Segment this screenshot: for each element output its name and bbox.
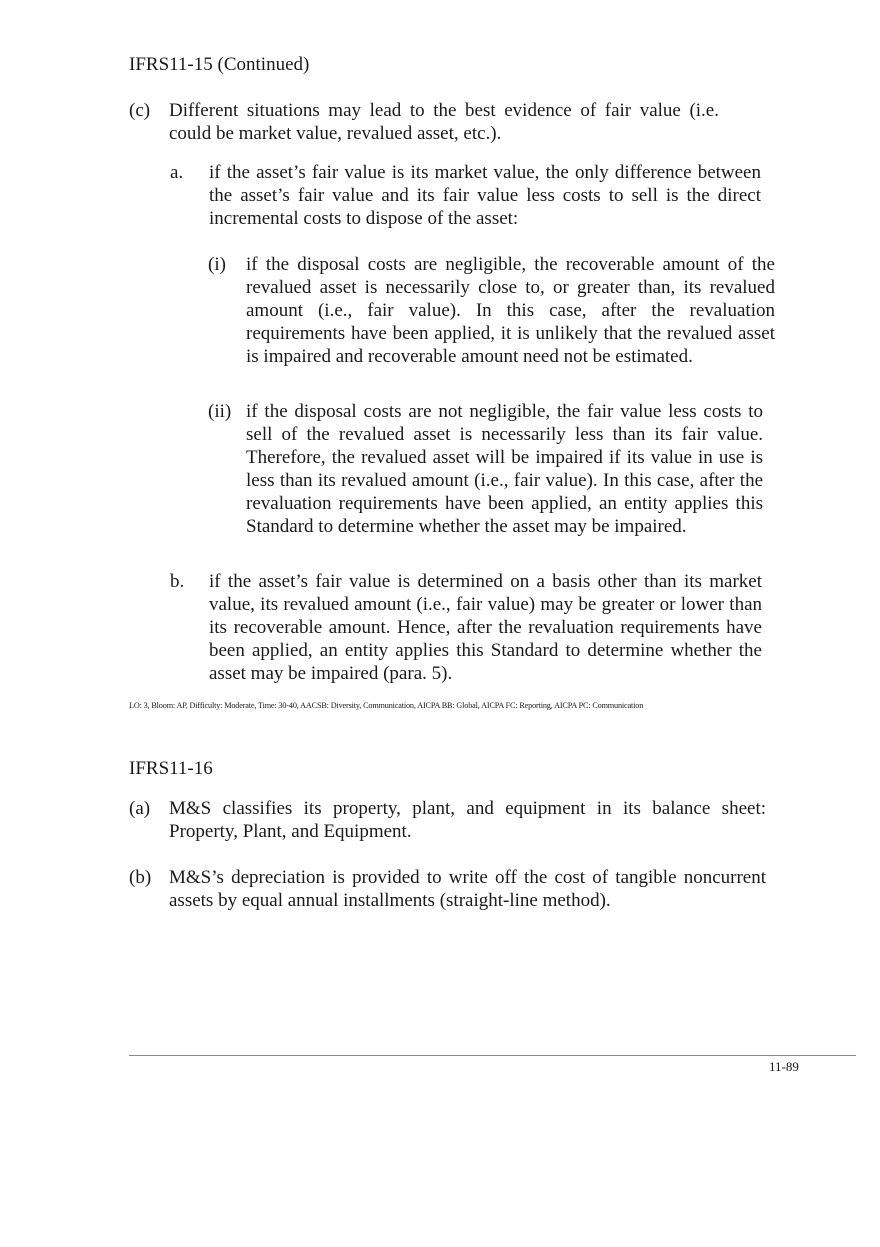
- section-title: IFRS11-16: [129, 758, 213, 779]
- item-label: (i): [208, 254, 226, 275]
- item-a: [170, 161, 761, 230]
- item-text: M&S classifies its property, plant, and equipment in its balance sheet: Property, Plant, and Equipment.: [169, 798, 766, 842]
- item-text: if the asset’s fair value is its market value, the only difference between the asset’s fair value and its fair value less costs to sell is the direct incremental costs to dispose of the asset:: [209, 162, 761, 229]
- item-b: [129, 866, 766, 912]
- item-ii: [208, 400, 763, 538]
- item-text: if the disposal costs are not negligible, the fair value less costs to sell of the revalued asset is necessarily less than its fair value. Therefore, the revalued asset will be impaired if its value in use is less than its revalued amount (i.e., fair value). In this case, after the revaluation requirements have been applied, an entity applies this Standard to determine whether the asset may be impaired.: [246, 401, 763, 537]
- item-c: [129, 99, 719, 145]
- section-title: IFRS11-15 (Continued): [129, 54, 310, 75]
- item-label: (c): [129, 100, 151, 121]
- item-label: a.: [170, 162, 184, 183]
- item-text: Different situations may lead to the best evidence of fair value (i.e. could be market value, revalued asset, etc.).: [169, 100, 719, 144]
- footer-divider: [129, 1055, 856, 1056]
- item-text: if the asset’s fair value is determined on a basis other than its market value, its revalued amount (i.e., fair value) may be greater or lower than its recoverable amount. Hence, after the revaluation requirements have been applied, an entity applies this Standard to determine whether the asset may be impaired (para. 5).: [209, 571, 762, 684]
- metadata-tag: LO: 3, Bloom: AP, Difficulty: Moderate, Time: 30-40, AACSB: Diversity, Communication, AICPA BB: Global, AICPA FC: Reporting, AICPA PC: Communication: [129, 701, 644, 710]
- item-label: (ii): [208, 401, 232, 422]
- item-label: b.: [170, 571, 185, 592]
- item-label: (a): [129, 798, 151, 819]
- page-number: 11-89: [769, 1059, 799, 1074]
- item-a: [129, 797, 766, 843]
- item-text: if the disposal costs are negligible, the recoverable amount of the revalued asset is necessarily close to, or greater than, its revalued amount (i.e., fair value). In this case, after the revaluation requirements have been applied, it is unlikely that the revalued asset is impaired and recoverable amount need not be estimated.: [246, 254, 775, 367]
- item-label: (b): [129, 867, 152, 888]
- item-text: M&S’s depreciation is provided to write off the cost of tangible noncurrent assets by equal annual installments (straight-line method).: [169, 867, 766, 911]
- item-i: [208, 253, 775, 368]
- item-b: [170, 570, 762, 685]
